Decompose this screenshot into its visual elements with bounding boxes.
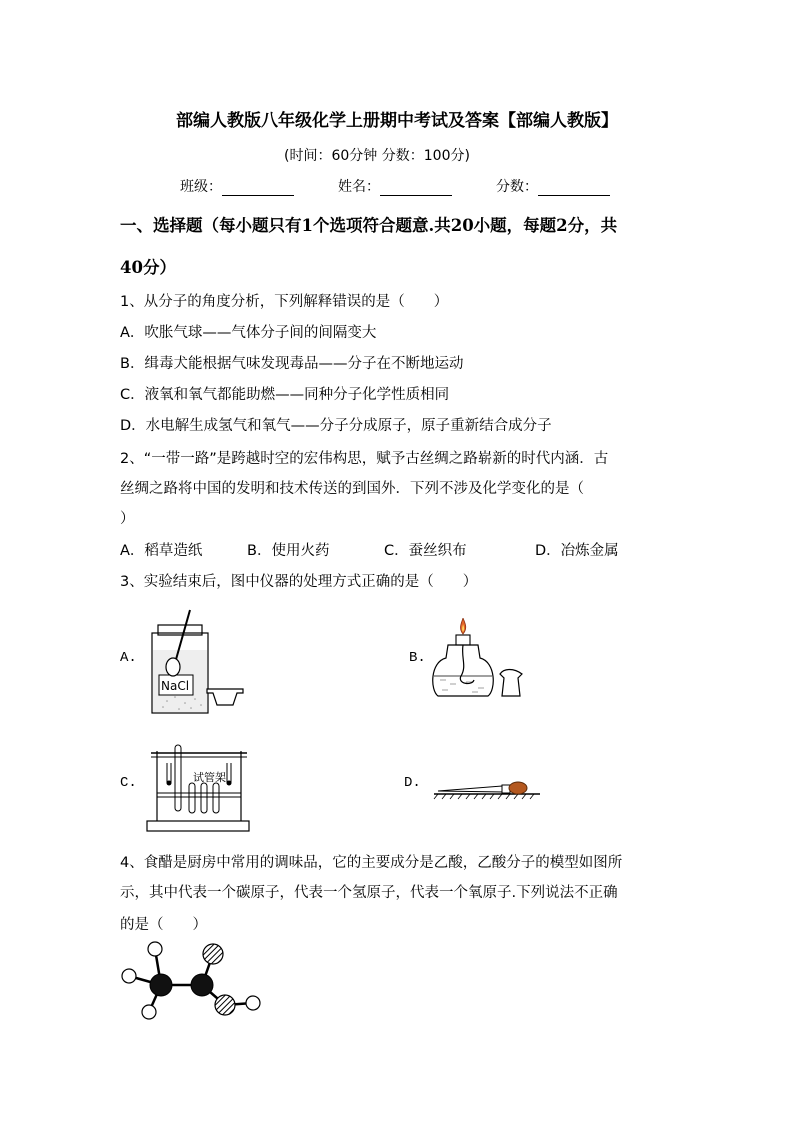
exam-time-score: (时间：60分钟 分数：100分)	[284, 148, 470, 164]
score-label: 分数：	[496, 179, 538, 195]
section-title-line1: 一、选择题（每小题只有1个选项符合题意.共20小题，每题2分，共	[120, 216, 618, 235]
section-title-line2: 40分）	[120, 258, 176, 277]
q1-stem: 1、从分子的角度分析，下列解释错误的是（ ）	[120, 294, 449, 310]
q3-label-a: A.	[120, 650, 137, 666]
hydrogen-atom	[142, 1005, 156, 1019]
q1-option-d: D．水电解生成氢气和氧气——分子分成原子，原子重新结合成分子	[120, 418, 552, 434]
carbon-atom	[191, 974, 213, 996]
q3-stem: 3、实验结束后，图中仪器的处理方式正确的是（ ）	[120, 574, 478, 590]
class-blank	[222, 181, 294, 196]
reagent-bottle-figure	[145, 605, 250, 715]
q2-option-a: A．稻草造纸	[120, 543, 203, 559]
q2-option-d: D．冶炼金属	[535, 543, 619, 559]
q1-option-a: A．吹胀气球——气体分子间的间隔变大	[120, 325, 377, 341]
test-tube-rack-figure	[145, 743, 255, 835]
page-title: 部编人教版八年级化学上册期中考试及答案【部编人教版】	[176, 111, 618, 131]
q2-stem-line1: 2、“一带一路”是跨越时空的宏伟构思，赋予古丝绸之路崭新的时代内涵．古	[120, 451, 609, 467]
q1-option-c: C．液氧和氧气都能助燃——同种分子化学性质相同	[120, 387, 450, 403]
student-info-fields	[180, 176, 610, 196]
dropper-on-table-figure	[432, 772, 544, 802]
q3-label-c: C.	[120, 775, 137, 791]
q2-stem-line3: ）	[120, 511, 135, 527]
q1-option-b: B．缉毒犬能根据气味发现毒品——分子在不断地运动	[120, 356, 464, 372]
name-label: 姓名：	[338, 179, 380, 195]
hydrogen-atom	[122, 969, 136, 983]
q4-stem-line2: 示，其中代表一个碳原子，代表一个氢原子，代表一个氧原子.下列说法不正确	[120, 885, 618, 901]
rack-label: 试管架	[193, 771, 226, 784]
carbon-atom	[150, 974, 172, 996]
q4-stem-line1: 4、食醋是厨房中常用的调味品，它的主要成分是乙酸，乙酸分子的模型如图所	[120, 855, 623, 871]
q3-label-d: D.	[404, 775, 421, 791]
q2-option-b: B．使用火药	[247, 543, 330, 559]
q2-stem-line2: 丝绸之路将中国的发明和技术传送的到国外．下列不涉及化学变化的是（	[120, 481, 584, 497]
hydrogen-atom	[246, 996, 260, 1010]
class-label: 班级：	[180, 179, 222, 195]
alcohol-lamp-figure	[432, 618, 532, 703]
oxygen-atom	[215, 995, 235, 1015]
nacl-label: NaCl	[161, 679, 190, 693]
q4-stem-line3: 的是（ ）	[120, 917, 207, 933]
acetic-acid-molecule-model	[115, 935, 275, 1023]
oxygen-atom	[203, 944, 223, 964]
q2-option-c: C．蚕丝织布	[384, 543, 467, 559]
q3-label-b: B.	[409, 650, 426, 666]
hydrogen-atom	[148, 942, 162, 956]
score-blank	[538, 181, 610, 196]
name-blank	[380, 181, 452, 196]
